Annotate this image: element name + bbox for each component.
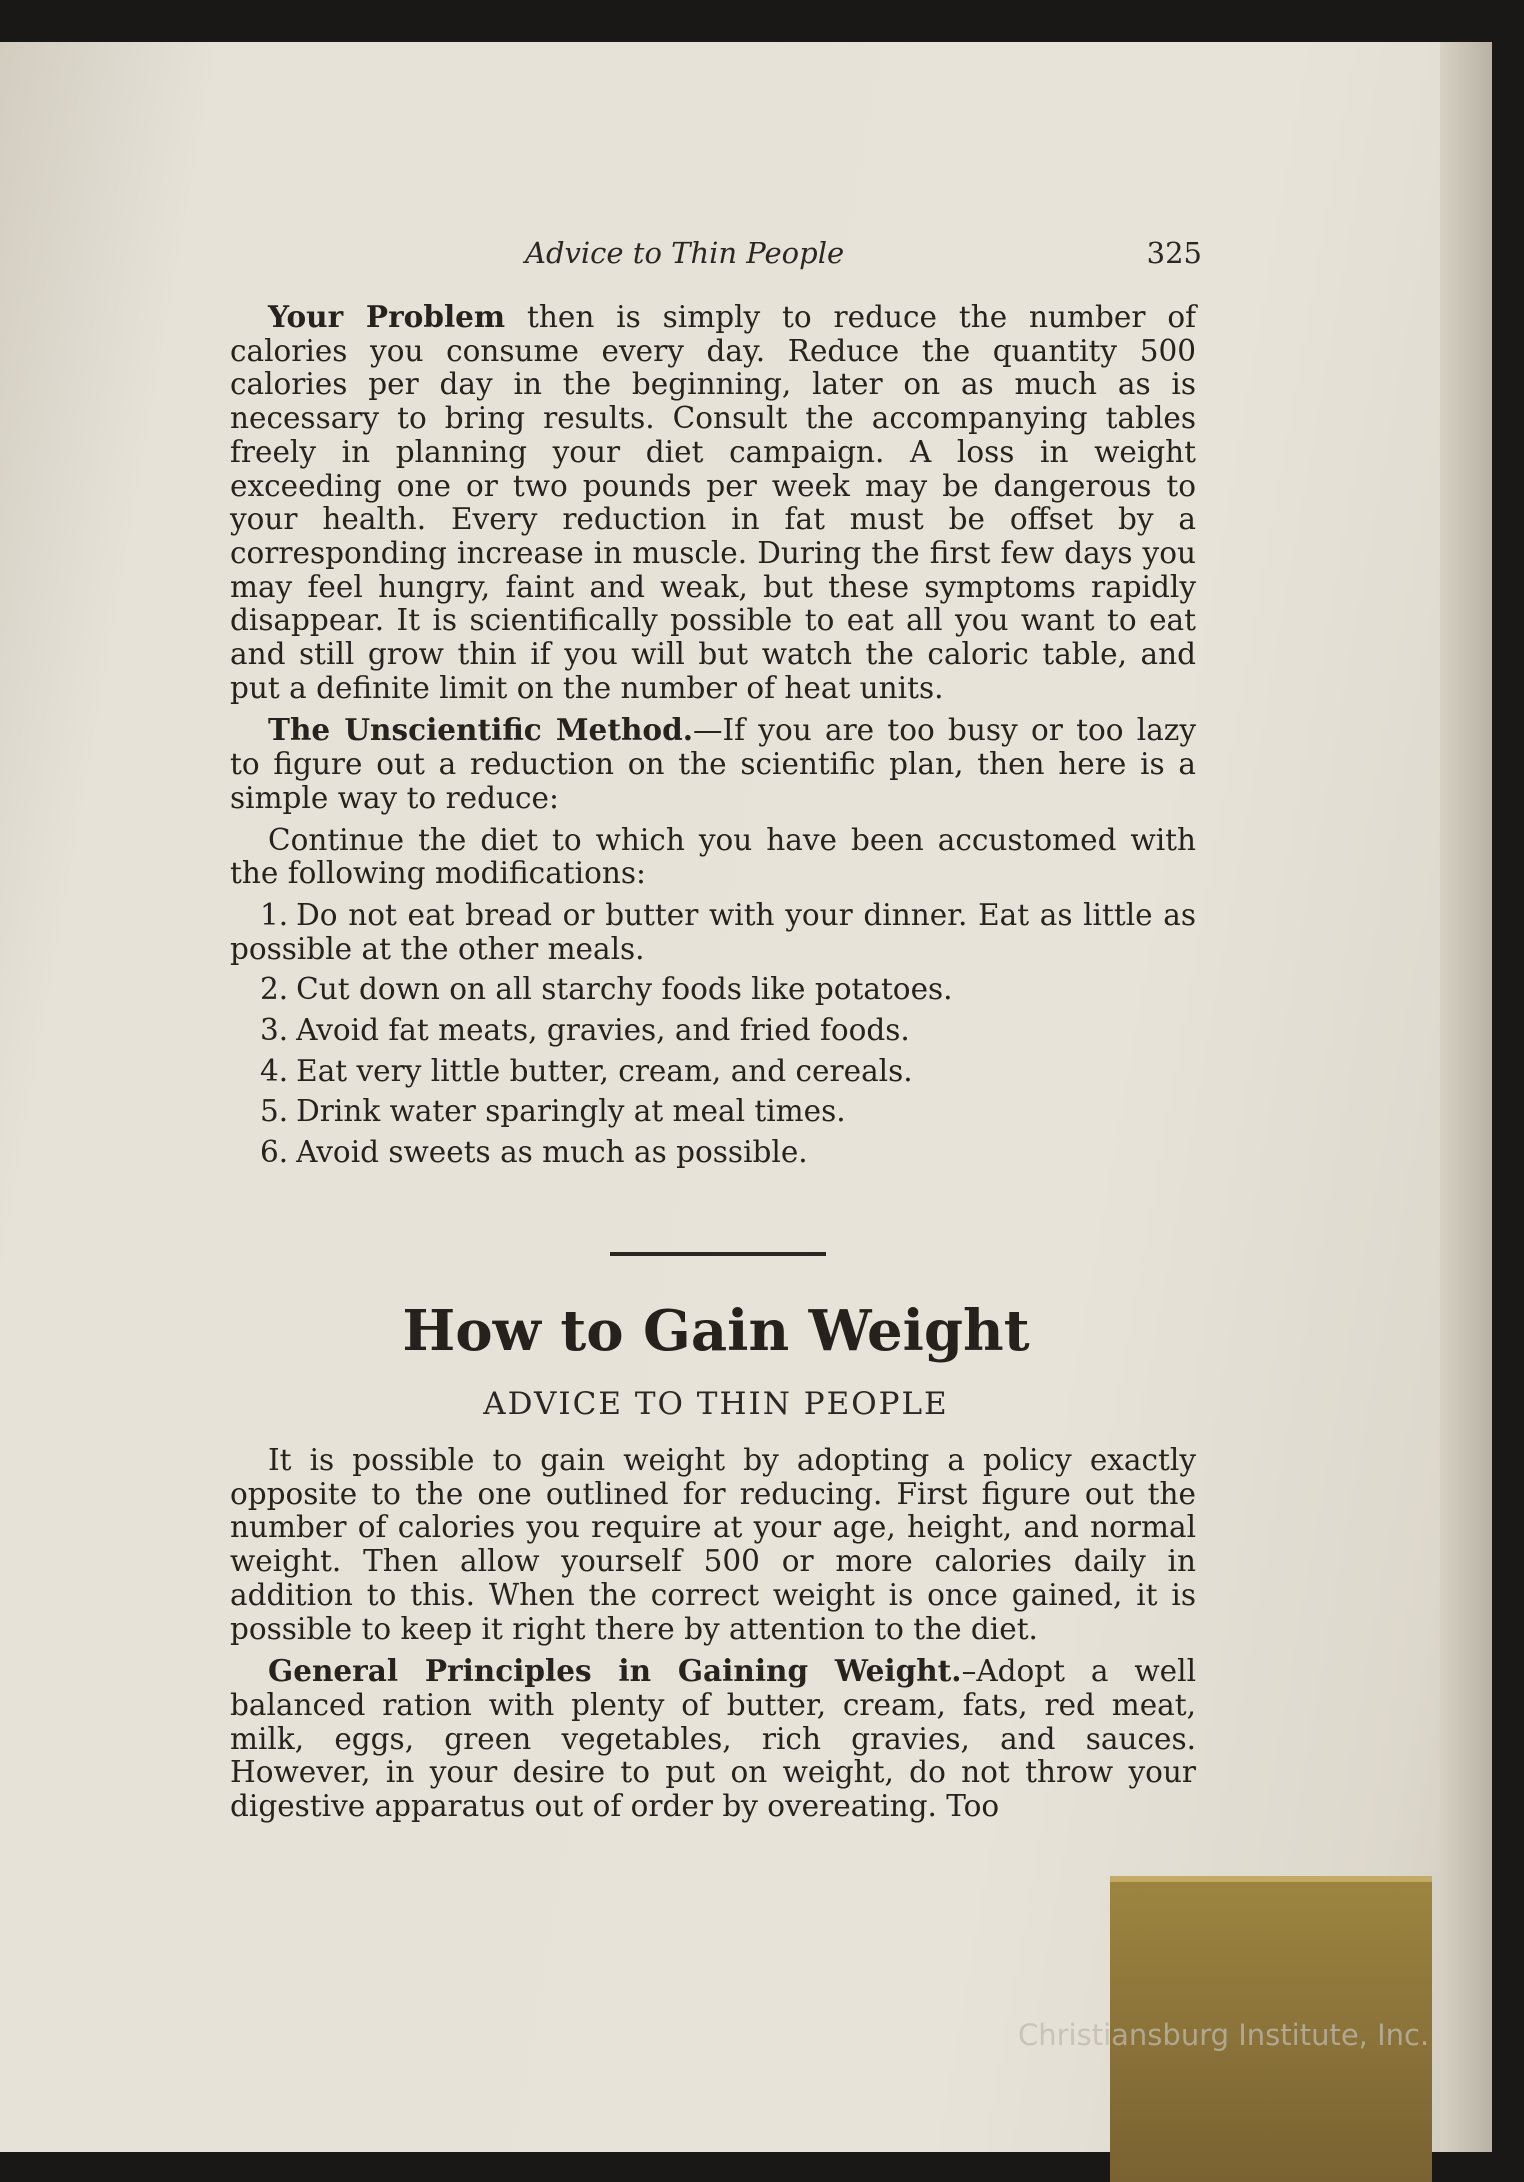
- list-item: [230, 1095, 1196, 1129]
- section-divider: [610, 1252, 826, 1256]
- page-edge: [1440, 42, 1492, 2152]
- list-item-number: 5.: [260, 1094, 289, 1129]
- paragraph-lead: Your Problem: [268, 299, 506, 334]
- list-item: [230, 1055, 1196, 1089]
- page-number: 325: [1146, 236, 1202, 270]
- modifications-list: [230, 899, 1196, 1170]
- running-head: [230, 236, 1202, 276]
- list-item-number: 3.: [260, 1013, 289, 1048]
- list-item: [230, 1136, 1196, 1170]
- section-reducing: [230, 300, 1196, 1177]
- paragraph-unscientific-method: [230, 713, 1196, 815]
- list-item-text: Drink water sparingly at meal times.: [296, 1094, 846, 1129]
- paragraph-your-problem: [230, 300, 1196, 705]
- paragraph-text: then is simply to reduce the number of calories you consume every day. Reduce the quantity 500 calories per day in the beginning, later on as much as is necessary to bring results. Consult the accompanying tables freely in planning your diet campaign. A loss in weight exceeding one or two pounds per week may be dangerous to your health. Every reduction in fat must be offset by a corresponding increase in muscle. During the first few days you may feel hungry, faint and weak, but these symptoms rapidly disappear. It is scientifically possible to eat all you want to eat and still grow thin if you will but watch the caloric table, and put a definite limit on the number of heat units.: [230, 300, 1196, 705]
- section-gaining: [230, 1444, 1196, 1832]
- list-item-text: Cut down on all starchy foods like potatoes.: [296, 972, 953, 1007]
- paragraph-lead: General Principles in Gaining Weight.: [268, 1653, 962, 1689]
- paragraph-modifications-intro: Continue the diet to which you have been accustomed with the following modifications:: [230, 822, 1196, 891]
- list-item-number: 6.: [260, 1135, 289, 1170]
- watermark: Christiansburg Institute, Inc.: [1018, 2018, 1430, 2052]
- list-item: [230, 973, 1196, 1007]
- list-item-number: 4.: [260, 1053, 289, 1088]
- paragraph-lead: The Unscientific Method.: [268, 712, 693, 748]
- paragraph-gain-intro: It is possible to gain weight by adopting a policy exactly opposite to the one outlined for reducing. First figure out the number of calories you require at your age, height, and normal weight. Then allow yourself 500 or more calories daily in addition to this. When the correct weight is once gained, it is possible to keep it right there by attention to the diet.: [230, 1443, 1196, 1646]
- paragraph-general-principles: [230, 1654, 1196, 1824]
- section-subheading: ADVICE TO THIN PEOPLE: [483, 1386, 949, 1422]
- list-item-text: Avoid sweets as much as possible.: [296, 1135, 808, 1170]
- list-item-text: Avoid fat meats, gravies, and fried foods.: [296, 1013, 910, 1048]
- list-item-number: 1.: [260, 897, 289, 932]
- list-item-text: Do not eat bread or butter with your dinner. Eat as little as possible at the other meals.: [230, 897, 1196, 966]
- paragraph-text: —If you are too busy or too lazy to figure out a reduction on the scientific plan, then here is a simple way to reduce:: [230, 713, 1196, 815]
- running-head-title: Advice to Thin People: [525, 236, 845, 270]
- list-item: [230, 899, 1196, 966]
- list-item-text: Eat very little butter, cream, and cereals.: [296, 1053, 913, 1088]
- list-item: [230, 1014, 1196, 1048]
- paragraph-text: –Adopt a well balanced ration with plenty of butter, cream, fats, red meat, milk, eggs, green vegetables, rich gravies, and sauces. However, in your desire to put on weight, do not throw your digestive apparatus out of order by overeating. Too: [230, 1654, 1196, 1824]
- list-item-number: 2.: [260, 972, 289, 1007]
- section-heading: How to Gain Weight: [402, 1298, 1030, 1364]
